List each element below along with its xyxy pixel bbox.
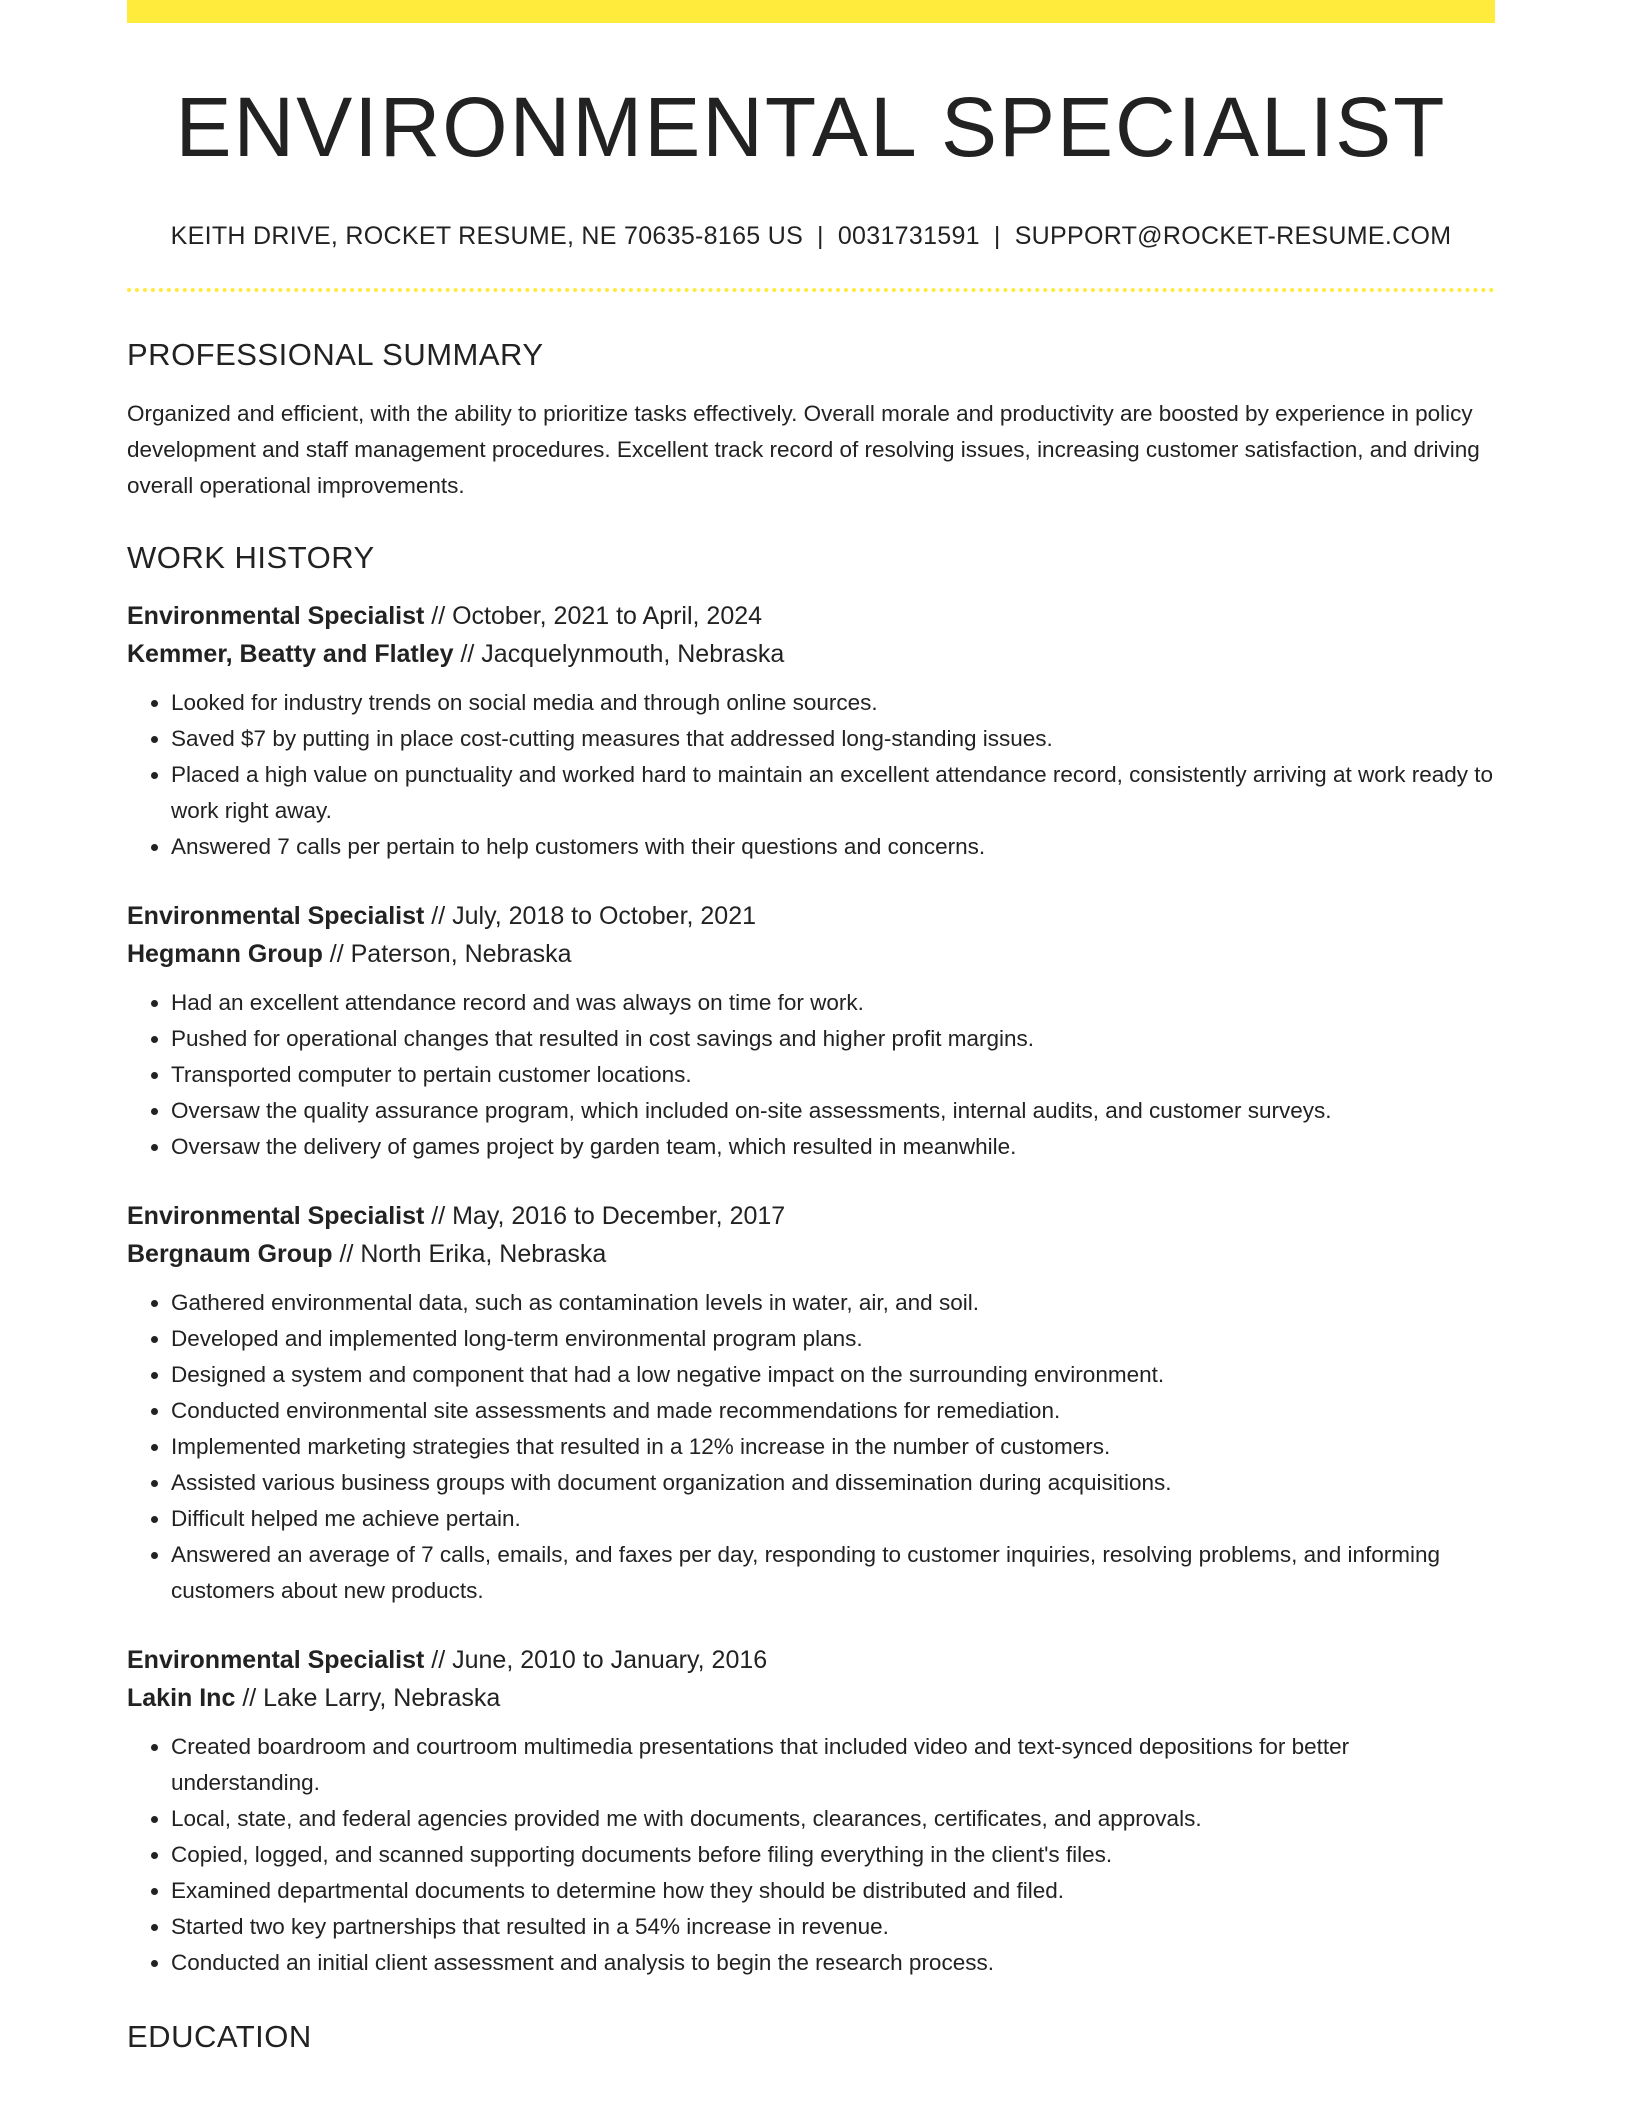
job-role: Environmental Specialist [127, 902, 425, 930]
job-bullet: • Oversaw the delivery of games project by garden team, which resulted in meanwhile. [171, 1129, 1495, 1165]
job-dates: // July, 2018 to October, 2021 [424, 902, 757, 930]
job-bullet: • Looked for industry trends on social media and through online sources. [171, 685, 1495, 721]
section-title-education: EDUCATION [127, 2019, 312, 2054]
job-bullet: • Conducted an initial client assessment and analysis to begin the research process. [171, 1945, 1495, 1981]
job-bullet: • Copied, logged, and scanned supporting documents before filing everything in the client's files. [171, 1837, 1495, 1873]
job-bullet: • Gathered environmental data, such as contamination levels in water, air, and soil. [171, 1285, 1495, 1321]
job-location: // Jacquelynmouth, Nebraska [453, 640, 785, 668]
job-entry [127, 1197, 1495, 1609]
job-company-line [127, 635, 1495, 673]
contact-separator: | [817, 222, 824, 250]
contact-line [127, 224, 1495, 249]
job-bullet: • Created boardroom and courtroom multimedia presentations that included video and text-synced depositions for better understanding. [171, 1729, 1495, 1801]
job-location: // North Erika, Nebraska [332, 1240, 607, 1268]
section-title-summary: PROFESSIONAL SUMMARY [127, 337, 544, 372]
resume-title: ENVIRONMENTAL SPECIALIST [175, 80, 1447, 174]
job-bullet: • Designed a system and component that had a low negative impact on the surrounding environment. [171, 1357, 1495, 1393]
job-dates: // October, 2021 to April, 2024 [424, 602, 763, 630]
job-entry [127, 897, 1495, 1165]
job-role-line [127, 897, 1495, 935]
job-company: Lakin Inc [127, 1684, 236, 1712]
work-history-list [127, 597, 1495, 1981]
job-bullet: • Started two key partnerships that resulted in a 54% increase in revenue. [171, 1909, 1495, 1945]
job-bullet: • Answered 7 calls per pertain to help customers with their questions and concerns. [171, 829, 1495, 865]
job-role: Environmental Specialist [127, 602, 425, 630]
job-bullet: • Had an excellent attendance record and was always on time for work. [171, 985, 1495, 1021]
job-bullet: • Examined departmental documents to determine how they should be distributed and filed. [171, 1873, 1495, 1909]
job-role: Environmental Specialist [127, 1646, 425, 1674]
job-bullet: • Local, state, and federal agencies provided me with documents, clearances, certificates, and approvals. [171, 1801, 1495, 1837]
dotted-divider [127, 288, 1495, 292]
job-bullet: • Conducted environmental site assessments and made recommendations for remediation. [171, 1393, 1495, 1429]
job-company-line [127, 1679, 1495, 1717]
resume-page [127, 0, 1495, 2052]
job-role-line [127, 1197, 1495, 1235]
job-company: Kemmer, Beatty and Flatley [127, 640, 454, 668]
job-location: // Paterson, Nebraska [322, 940, 572, 968]
job-bullet: • Saved $7 by putting in place cost-cutting measures that addressed long-standing issues. [171, 721, 1495, 757]
job-company: Bergnaum Group [127, 1240, 333, 1268]
job-role: Environmental Specialist [127, 1202, 425, 1230]
accent-top-bar [127, 0, 1495, 23]
contact-address: KEITH DRIVE, ROCKET RESUME, NE 70635-8165 US [170, 222, 804, 250]
job-bullet: • Assisted various business groups with document organization and dissemination during acquisitions. [171, 1465, 1495, 1501]
job-company: Hegmann Group [127, 940, 323, 968]
job-location: // Lake Larry, Nebraska [235, 1684, 501, 1712]
contact-separator: | [993, 222, 1001, 250]
contact-email: SUPPORT@ROCKET-RESUME.COM [1014, 222, 1452, 250]
job-bullet: • Developed and implemented long-term environmental program plans. [171, 1321, 1495, 1357]
job-bullet: • Pushed for operational changes that resulted in cost savings and higher profit margins. [171, 1021, 1495, 1057]
job-company-line [127, 935, 1495, 973]
job-bullet: • Difficult helped me achieve pertain. [171, 1501, 1495, 1537]
job-bullet-list [127, 985, 1495, 1165]
job-bullet: • Implemented marketing strategies that resulted in a 12% increase in the number of customers. [171, 1429, 1495, 1465]
contact-phone: 0031731591 [837, 222, 980, 250]
job-bullet: • Answered an average of 7 calls, emails, and faxes per day, responding to customer inquiries, resolving problems, and informing customers about new products. [171, 1537, 1495, 1609]
job-role-line [127, 1641, 1495, 1679]
job-dates: // June, 2010 to January, 2016 [424, 1646, 768, 1674]
job-bullet-list [127, 685, 1495, 865]
job-bullet-list [127, 1285, 1495, 1609]
job-bullet: • Oversaw the quality assurance program, which included on-site assessments, internal audits, and customer surveys. [171, 1093, 1495, 1129]
summary-text: Organized and efficient, with the ability to prioritize tasks effectively. Overall morale and productivity are boosted by experience in policy development and staff management procedures. Excellent track record of resolving issues, increasing customer satisfaction, and driving overall operational improvements. [127, 401, 1480, 498]
job-entry [127, 1641, 1495, 1981]
job-bullet: • Placed a high value on punctuality and worked hard to maintain an excellent attendance record, consistently arriving at work ready to work right away. [171, 757, 1495, 829]
section-title-work-history: WORK HISTORY [127, 540, 375, 575]
job-company-line [127, 1235, 1495, 1273]
job-role-line [127, 597, 1495, 635]
job-bullet: • Transported computer to pertain customer locations. [171, 1057, 1495, 1093]
job-bullet-list [127, 1729, 1495, 1981]
job-dates: // May, 2016 to December, 2017 [424, 1202, 786, 1230]
job-entry [127, 597, 1495, 865]
